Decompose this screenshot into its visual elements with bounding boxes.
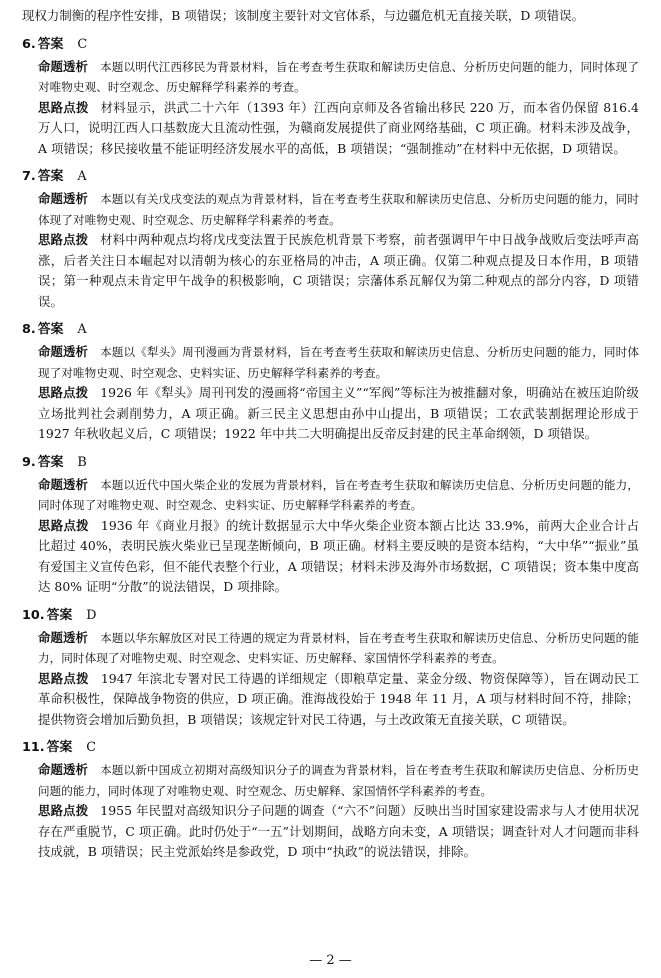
answer-heading: [22, 167, 639, 187]
analysis-label: 思路点拨: [38, 385, 89, 400]
analysis-paragraph: [22, 516, 639, 598]
intent-label: 命题透析: [38, 762, 89, 777]
question-number: 8.: [22, 322, 36, 337]
analysis-text: 1955 年民盟对高级知识分子问题的调查（“六不”问题）反映出当时国家建设需求与人才使用状况存在严重脱节，C 项正确。此时仍处于“一五”计划期间，战略方向未变，A 项错误；调查针对人才问题而非科技成就，B 项错误；民主党派始终是参政党，D 项中“执政”的说法错误，排除。: [38, 803, 639, 859]
answer-value: B: [77, 454, 87, 470]
answer-label: 答案: [37, 169, 64, 184]
question-10: [22, 606, 639, 731]
intent-text: 本题以新中国成立初期对高级知识分子的调查为背景材料，旨在考查考生获取和解读历史信息、分析历史问题的能力，同时体现了对唯物史观、时空观念、历史解释、家国情怀学科素养的考查。: [38, 763, 639, 798]
analysis-label: 思路点拨: [38, 517, 89, 533]
analysis-label: 思路点拨: [38, 803, 89, 818]
analysis-paragraph: [22, 801, 639, 863]
question-11: [22, 738, 639, 863]
question-number: 10.: [22, 607, 45, 623]
question-8: [22, 320, 639, 445]
answer-label: 答案: [46, 740, 73, 755]
answer-heading: [22, 606, 639, 626]
answer-label: 答案: [37, 322, 64, 337]
analysis-paragraph: [22, 98, 639, 160]
question-9: [22, 453, 639, 598]
intent-paragraph: [22, 760, 639, 801]
intent-paragraph: [22, 475, 639, 516]
analysis-text: 1947 年滨北专署对民工待遇的详细规定（即粮草定量、菜金分级、物资保障等），旨在调动民工革命积极性，保障战争物资的供应，D 项正确。淮海战役始于 1948 年 11 月，A 项与材料时间不符，排除；提供物资会增加后勤负担，B 项错误；该规定针对民工待遇，与土改政策无直接关联，C 项错误。: [38, 670, 640, 727]
answer-value: C: [77, 36, 88, 52]
analysis-label: 思路点拨: [38, 232, 89, 247]
answer-label: 答案: [46, 607, 73, 623]
question-list: [22, 35, 639, 863]
analysis-text: 材料中两种观点均将戊戌变法置于民族危机背景下考察，前者强调甲午中日战争战败后变法呼声高涨，后者关注日本崛起对以清朝为核心的东亚格局的冲击，A 项正确。仅第二种观点提及日本作用，B 项错误；第一种观点未肯定甲午战争的积极影响，C 项错误；宗藩体系瓦解仅为第二种观点的部分内容，D 项错误。: [38, 232, 639, 309]
intent-paragraph: [22, 628, 639, 669]
question-number: 7.: [22, 169, 36, 184]
page-number: — 2 —: [309, 953, 352, 968]
intent-text: 本题以近代中国火柴企业的发展为背景材料，旨在考查考生获取和解读历史信息、分析历史问题的能力，同时体现了对唯物史观、时空观念、史料实证、历史解释学科素养的考查。: [38, 477, 639, 512]
intent-text: 本题以有关戊戌变法的观点为背景材料，旨在考查考生获取和解读历史信息、分析历史问题的能力，同时体现了对唯物史观、时空观念、历史解释学科素养的考查。: [38, 192, 639, 227]
answer-value: D: [86, 607, 97, 623]
answer-value: C: [86, 740, 97, 755]
answer-heading: [22, 453, 639, 473]
intent-text: 本题以明代江西移民为背景材料，旨在考查考生获取和解读历史信息、分析历史问题的能力，同时体现了对唯物史观、时空观念、历史解释学科素养的考查。: [38, 59, 639, 94]
intent-paragraph: [22, 57, 639, 98]
analysis-label: 思路点拨: [38, 99, 89, 115]
answer-heading: [22, 35, 639, 55]
question-6: [22, 35, 639, 160]
analysis-text: 1936 年《商业月报》的统计数据显示大中华火柴企业资本额占比达 33.9%，前两大企业合计占比超过 40%，表明民族火柴业已呈现垄断倾向，B 项正确。材料主要反映的是资本结构，“大中华”“振业”虽有爱国主义宣传色彩，但不能代表整个行业，A 项错误；材料未涉及海外市场数据，C 项错误；资本集中度高达 80% 证明“分散”的说法错误，D 项排除。: [38, 517, 640, 594]
question-7: [22, 167, 639, 312]
answer-label: 答案: [37, 36, 64, 52]
analysis-text: 1926 年《犁头》周刊刊发的漫画将“帝国主义”“军阀”等标注为被推翻对象，明确站在被压迫阶级立场批判社会剥削势力，A 项正确。新三民主义思想由孙中山提出，B 项错误；工农武装割据理论形成于 1927 年秋收起义后，C 项错误；1922 年中共二大明确提出反帝反封建的民主革命纲领，D 项错误。: [38, 385, 639, 441]
intent-paragraph: [22, 342, 639, 383]
intent-text: 本题以华东解放区对民工待遇的规定为背景材料，旨在考查考生获取和解读历史信息、分析历史问题的能力，同时体现了对唯物史观、时空观念、史料实证、历史解释、家国情怀学科素养的考查。: [38, 630, 639, 665]
analysis-paragraph: [22, 669, 639, 731]
intent-label: 命题透析: [38, 191, 89, 206]
question-number: 6.: [22, 36, 36, 52]
question-number: 9.: [22, 454, 36, 470]
intent-label: 命题透析: [38, 629, 89, 645]
analysis-label: 思路点拨: [38, 670, 89, 686]
analysis-paragraph: [22, 230, 639, 312]
answer-heading: [22, 738, 639, 758]
answer-heading: [22, 320, 639, 340]
intent-text: 本题以《犁头》周刊漫画为背景材料，旨在考查考生获取和解读历史信息、分析历史问题的能力，同时体现了对唯物史观、时空观念、史料实证、历史解释学科素养的考查。: [38, 345, 639, 380]
intent-label: 命题透析: [38, 58, 89, 74]
intent-label: 命题透析: [38, 476, 89, 492]
intent-label: 命题透析: [38, 344, 89, 359]
analysis-text: 材料显示，洪武二十六年（1393 年）江西向京师及各省输出移民 220 万，而本省仍保留 816.4 万人口，说明江西人口基数庞大且流动性强，为赣商发展提供了商业网络基础，C 项正确。材料未涉及战争，A 项错误；移民接收量不能证明经济发展水平的高低，B 项错误；“强制推动”在材料中无依据，D 项错误。: [38, 99, 639, 156]
analysis-paragraph: [22, 383, 639, 445]
answer-value: A: [77, 322, 87, 337]
answer-label: 答案: [37, 454, 64, 470]
top-continuation-text: 现权力制衡的程序性安排，B 项错误；该制度主要针对文官体系，与边疆危机无直接关联，D 项错误。: [22, 8, 585, 23]
intent-paragraph: [22, 189, 639, 230]
question-number: 11.: [22, 740, 45, 755]
answer-value: A: [77, 169, 87, 184]
